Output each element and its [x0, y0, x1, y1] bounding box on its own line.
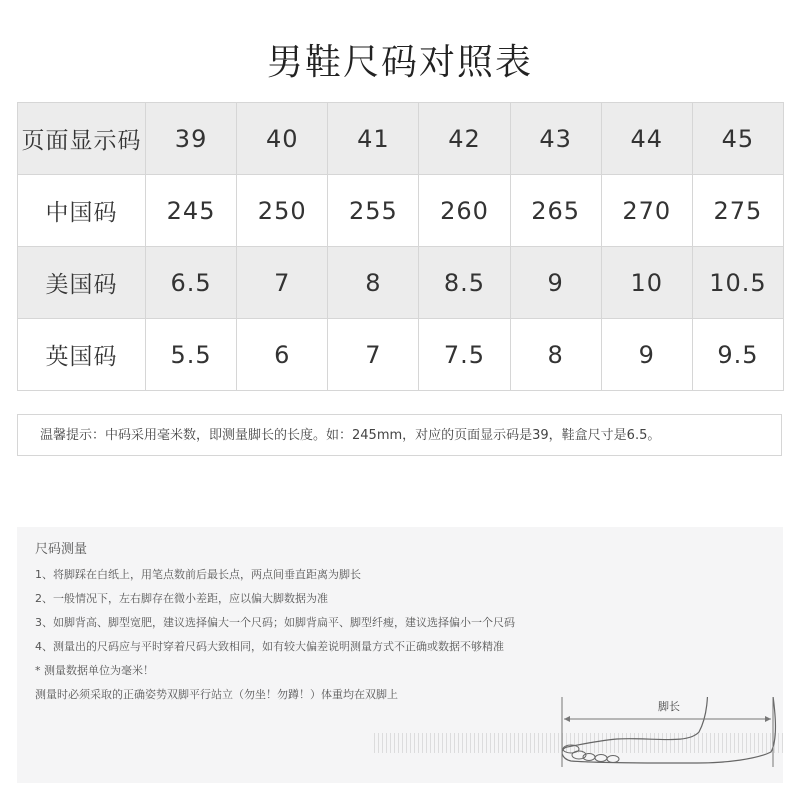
table-cell: 8 — [510, 319, 601, 391]
table-cell: 275 — [692, 175, 783, 247]
table-cell: 6.5 — [146, 247, 237, 319]
table-cell: 9 — [601, 319, 692, 391]
guide-heading: 尺码测量 — [35, 542, 88, 557]
guide-line: * 测量数据单位为毫米！ — [35, 664, 154, 677]
table-cell: 7 — [237, 247, 328, 319]
table-cell: 250 — [237, 175, 328, 247]
table-row — [18, 103, 784, 175]
table-cell: 7 — [328, 319, 419, 391]
table-cell: 7.5 — [419, 319, 510, 391]
table-cell: 40 — [237, 103, 328, 175]
row-label: 页面显示码 — [18, 103, 146, 175]
table-row — [18, 247, 784, 319]
table-cell: 39 — [146, 103, 237, 175]
table-cell: 9 — [510, 247, 601, 319]
table-cell: 255 — [328, 175, 419, 247]
table-cell: 265 — [510, 175, 601, 247]
page-title: 男鞋尺码对照表 — [266, 42, 533, 83]
tip-box: 温馨提示：中码采用毫米数，即测量脚长的长度。如：245mm，对应的页面显示码是39，鞋盒尺寸是6.5。 — [17, 414, 782, 456]
table-cell: 44 — [601, 103, 692, 175]
table-cell: 6 — [237, 319, 328, 391]
table-cell: 270 — [601, 175, 692, 247]
guide-line: 4、测量出的尺码应与平时穿着尺码大致相同，如有较大偏差说明测量方式不正确或数据不够精准 — [35, 640, 504, 653]
row-label: 中国码 — [18, 175, 146, 247]
row-label: 美国码 — [18, 247, 146, 319]
table-cell: 260 — [419, 175, 510, 247]
table-cell: 10.5 — [692, 247, 783, 319]
foot-length-label: 脚长 — [658, 700, 680, 713]
row-label: 英国码 — [18, 319, 146, 391]
table-cell: 10 — [601, 247, 692, 319]
guide-line: 2、一般情况下，左右脚存在微小差距，应以偏大脚数据为准 — [35, 592, 328, 605]
table-cell: 8 — [328, 247, 419, 319]
table-cell: 41 — [328, 103, 419, 175]
table-cell: 43 — [510, 103, 601, 175]
measurement-guide — [17, 527, 783, 783]
table-cell: 245 — [146, 175, 237, 247]
table-cell: 5.5 — [146, 319, 237, 391]
table-cell: 42 — [419, 103, 510, 175]
guide-line: 测量时必须采取的正确姿势双脚平行站立（勿坐！勿蹲！）体重均在双脚上 — [35, 688, 398, 701]
table-cell: 9.5 — [692, 319, 783, 391]
table-cell: 45 — [692, 103, 783, 175]
table-cell: 8.5 — [419, 247, 510, 319]
guide-line: 1、将脚踩在白纸上，用笔点数前后最长点，两点间垂直距离为脚长 — [35, 568, 361, 581]
table-row — [18, 175, 784, 247]
guide-line: 3、如脚背高、脚型宽肥，建议选择偏大一个尺码；如脚背扁平、脚型纤瘦，建议选择偏小一个尺码 — [35, 616, 515, 629]
size-chart-table — [17, 102, 784, 391]
table-row — [18, 319, 784, 391]
